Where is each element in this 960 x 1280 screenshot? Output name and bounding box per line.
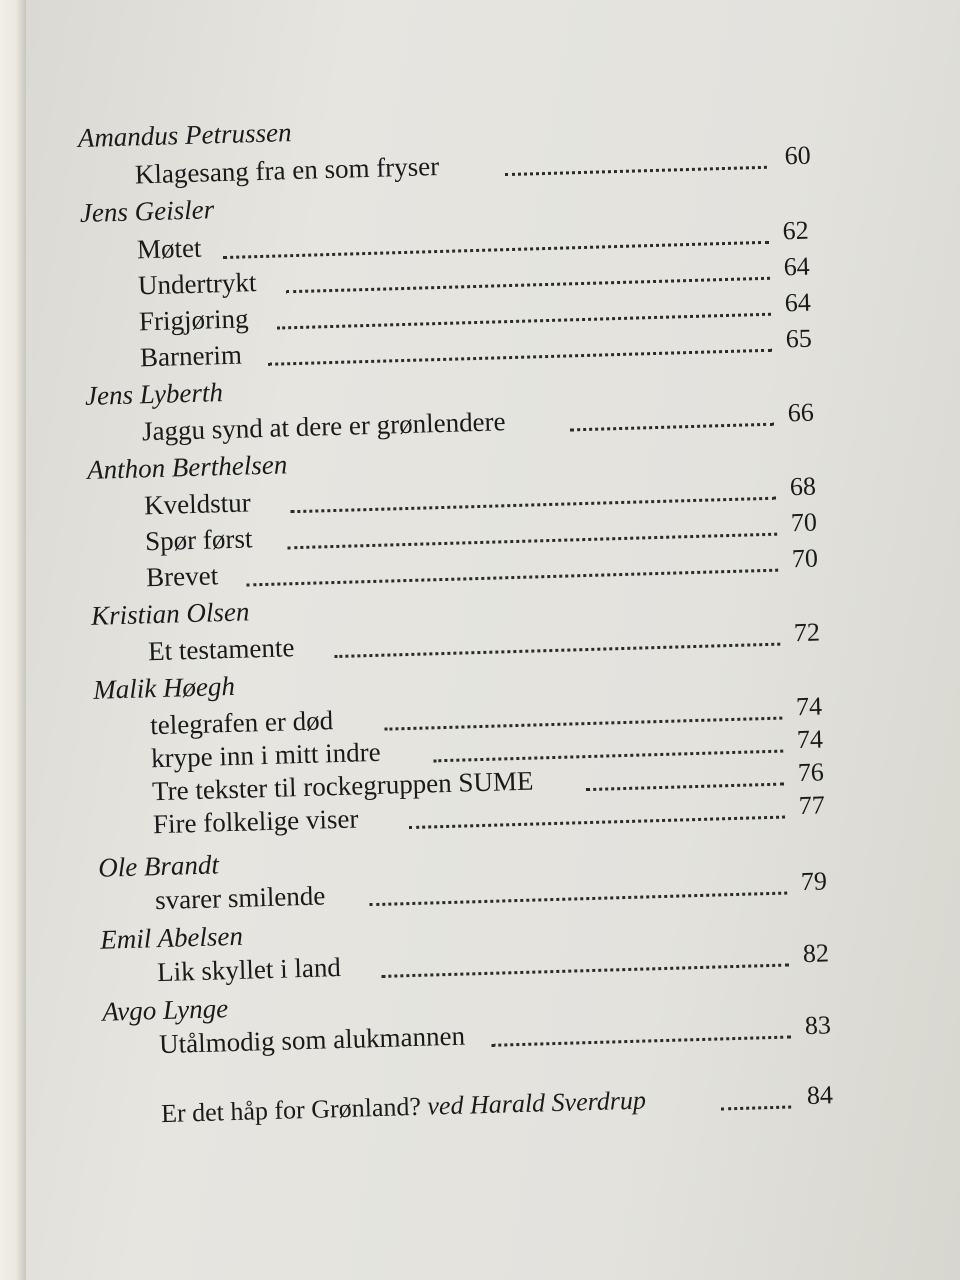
dot-leader (381, 963, 789, 977)
page-number: 70 (791, 543, 819, 574)
page-number: 66 (787, 397, 815, 428)
page-number: 74 (795, 691, 823, 722)
dot-leader (491, 1035, 791, 1046)
work-title: Klagesang fra en som fryser (134, 150, 440, 190)
page-number: 70 (790, 507, 818, 538)
work-title: krype inn i mitt indre (150, 736, 381, 774)
work-title: svarer smilende (154, 880, 326, 916)
closing-byline: ved Harald Sverdrup (426, 1085, 647, 1121)
page-number: 65 (785, 323, 813, 354)
work-title: Utålmodig som alukmannen (158, 1020, 466, 1060)
page-number: 76 (797, 757, 825, 788)
dot-leader (505, 166, 767, 176)
author-name: Jens Geisler (79, 194, 215, 228)
page-number: 62 (782, 215, 810, 246)
author-name: Avgo Lynge (101, 993, 229, 1027)
toc-entry-closing (13, 1076, 960, 1137)
work-title: Fire folkelige viser (152, 803, 359, 840)
author-name: Kristian Olsen (90, 596, 250, 631)
work-title: Undertrykt (137, 267, 257, 301)
dot-leader (586, 783, 784, 792)
dot-leader (409, 816, 785, 829)
dot-leader (570, 423, 774, 432)
work-title: Brevet (145, 560, 219, 593)
work-title: Lik skyllet i land (156, 952, 342, 988)
work-title: Et testamente (147, 632, 295, 667)
page-number: 68 (789, 471, 817, 502)
page-number: 72 (793, 617, 821, 648)
page-number: 74 (796, 724, 824, 755)
author-name: Ole Brandt (97, 849, 220, 883)
page-number: 64 (784, 287, 812, 318)
work-title: Barnerim (139, 339, 243, 373)
closing-title (161, 1086, 647, 1130)
page-number: 82 (802, 938, 830, 969)
work-title: Møtet (136, 232, 202, 265)
dot-leader (369, 892, 787, 907)
dot-leader (721, 1105, 791, 1110)
page-number: 79 (800, 866, 828, 897)
work-title: Tre tekster til rockegruppen SUME (151, 765, 534, 807)
author-name: Emil Abelsen (99, 920, 244, 955)
work-title: Jaggu synd at dere er grønlendere (141, 406, 506, 447)
work-title: Spør først (144, 523, 253, 557)
page-number: 84 (806, 1080, 834, 1111)
work-title: Kveldstur (143, 487, 251, 521)
closing-title-text: Er det håp for Grønland? (160, 1091, 422, 1129)
author-name: Jens Lyberth (84, 377, 224, 411)
work-title: telegrafen er død (149, 705, 334, 741)
author-name: Anthon Berthelsen (86, 449, 288, 485)
page-number: 60 (784, 140, 811, 171)
author-name: Malik Høegh (92, 670, 236, 705)
page-number: 77 (798, 790, 826, 821)
author-name: Amandus Petrussen (77, 117, 292, 154)
page-number: 64 (783, 251, 811, 282)
dot-leader (334, 643, 780, 658)
work-title: Frigjøring (138, 303, 249, 337)
page-number: 83 (804, 1010, 832, 1041)
